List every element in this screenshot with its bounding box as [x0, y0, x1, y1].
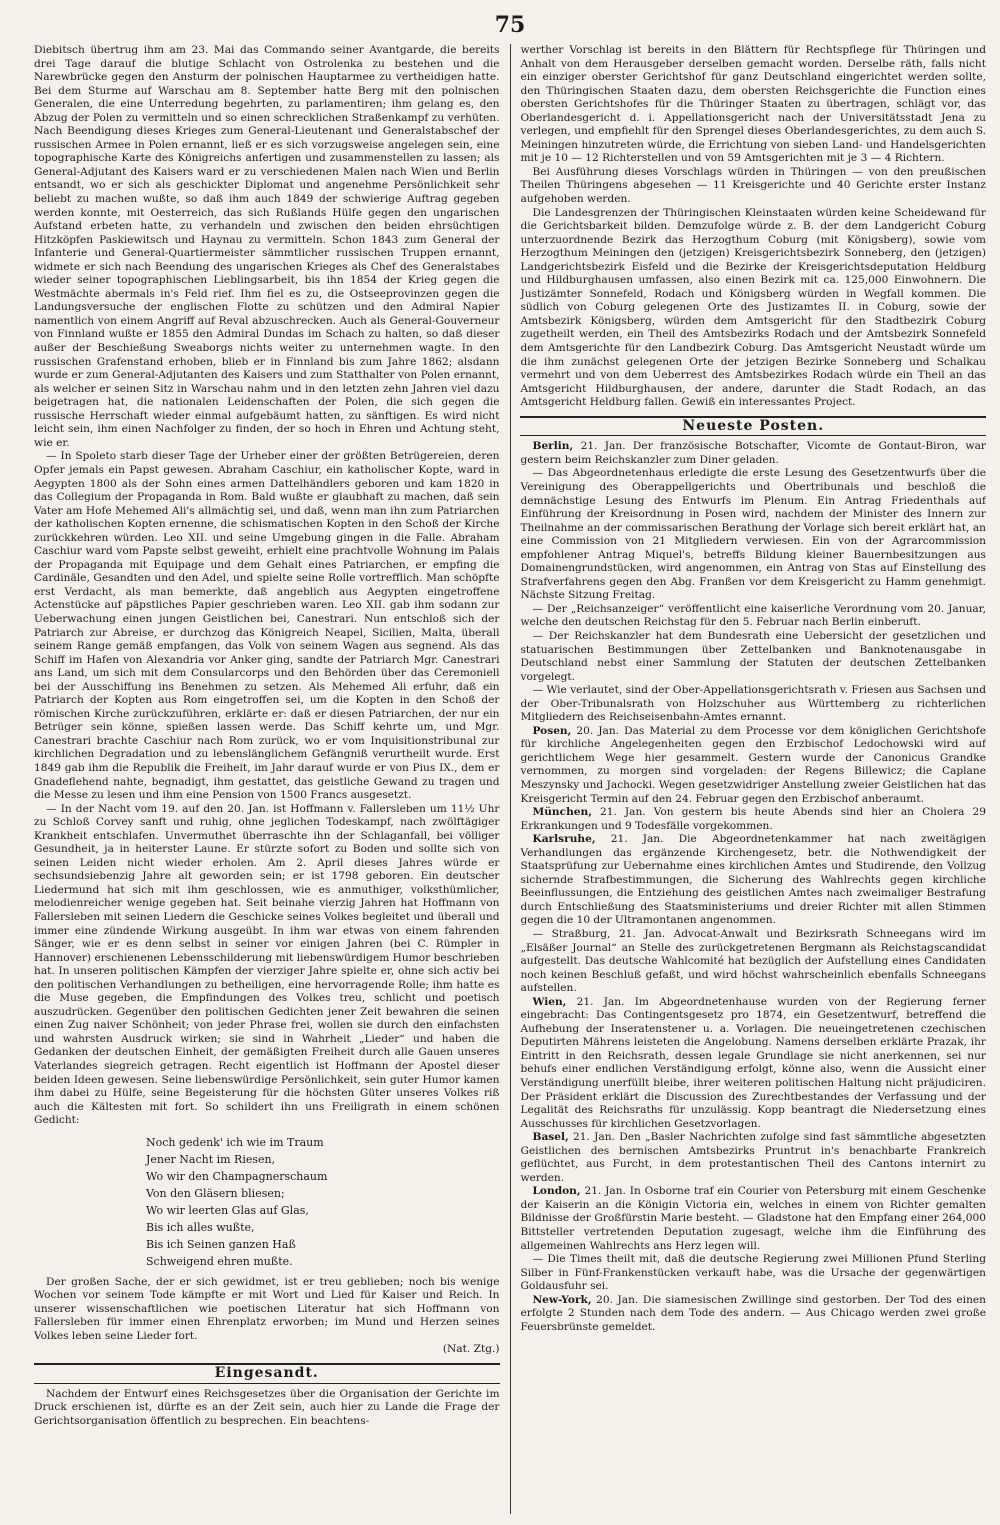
news-item: [520, 1253, 986, 1294]
news-item: [520, 833, 986, 928]
news-item: [520, 603, 986, 630]
news-text: — Das Abgeordnetenhaus erledigte die erste Lesung des Gesetzentwurfs über die Vereinigung des Oberappellgerichts und Obertribunals und beschloß die demnächstige Lesung des Entwurfs im Plenum. Ein Antrag Friedenthals auf Einführung der Kreisordnung in Posen wird, nachdem der Minister des Innern zur Theilnahme an der commissarischen Berathung der Vorlage sich bereit erklärt hat, an eine Commission von 21 Mitgliedern verwiesen. Ein von der Agrarcommission empfohlener Antrag Miquel's, betreffs Bildung kleiner Bauernbesitzungen aus Domainengrundstücken, wird angenommen, ein Antrag von Stas auf Einstellung des Strafverfahrens gegen den Abg. Franßen vor dem Kreisgericht zu Hamm genehmigt. Nächste Sitzung Freitag.: [520, 467, 986, 602]
poem-line: Von den Gläsern bliesen;: [146, 1186, 285, 1200]
news-item: [520, 1185, 986, 1253]
news-text: — Der Reichskanzler hat dem Bundesrath eine Uebersicht der gesetzlichen und statuarischen Bestimmungen über Zettelbanken und Banknotenausgabe in Deutschland nebst einer Sammlung der Statuten der deutschen Zettelbanken vorgelegt.: [520, 629, 986, 683]
article-eingesandt: Nachdem der Entwurf eines Reichsgesetzes über die Organisation der Gerichte im Druck erschienen ist, dürfte es an der Zeit sein, auch hier zu Lande die Frage der Gerichtsorganisation öffentlich zu besprechen. Ein beachtens-: [34, 1387, 500, 1427]
poem-line: Bis ich alles wußte,: [146, 1220, 255, 1234]
poem: [146, 1134, 500, 1270]
column-divider: [510, 44, 511, 1514]
news-text: 21. Jan. Die Abgeordnetenkammer hat nach zweitägigen Verhandlungen das ergänzende Kirchengesetz, betr. die Nothwendigkeit der Staatsprüfung zur Uebernahme eines kirchlichen Amtes und Studirende, den Vollzug sichernde Strafbestimmungen, die Sicherung des Wahlrechts gegen kirchliche Beeinflussungen, die Entziehung des geistlichen Amtes nach zweimaliger Bestrafung durch Entschließung des Staatsministeriums und dreier Richter mit allen Stimmen gegen die 10 der Ultramontanen angenommen.: [520, 833, 986, 927]
poem-line: Bis ich Seinen ganzen Haß: [146, 1237, 296, 1251]
page-number: 75: [494, 12, 526, 38]
columns: [34, 44, 986, 1514]
news-text: 20. Jan. Das Material zu dem Processe vor dem königlichen Gerichtshofe für kirchliche Angelegenheiten gegen den Erzbischof Ledochowski wird auf gerichtlichem Wege hier gesammelt. Gestern wurde der Canonicus Grandke vernommen, zu morgen sind vorgeladen: der Regens Billewicz; die Caplane Meszynsky und Jachocki. Wegen gesetzwidriger Anstellung zweier Geistlichen hat das Kreisgericht Termin auf den 24. Februar gegen den Erzbischof anberaumt.: [520, 724, 986, 805]
news-place: Posen,: [532, 724, 572, 737]
news-text: — Die Times theilt mit, daß die deutsche Regierung zwei Millionen Pfund Sterling Silber in Fünf-Frankenstücken verkauft habe, was die Ursache der gegenwärtigen Goldausfuhr sei.: [520, 1253, 986, 1293]
news-item: [520, 684, 986, 725]
section-heading-neueste-posten: Neueste Posten.: [520, 416, 986, 437]
news-item: [520, 806, 986, 833]
news-item: [520, 928, 986, 996]
news-text: 21. Jan. Der französische Botschafter, Vicomte de Gontaut-Biron, war gestern beim Reichskanzler zum Diner geladen.: [520, 440, 986, 466]
news-place: Wien,: [532, 995, 567, 1008]
news-text: 21. Jan. Den „Basler Nachrichten zufolge sind fast sämmtliche abgesetzten Geistlichen des bernischen Amtsbezirks Pruntrut in's benachbarte Frankreich geflüchtet, aus Furcht, in dem protestantischen Theil des Cantons internirt zu werden.: [520, 1131, 986, 1184]
article-eingesandt-continued: Die Landesgrenzen der Thüringischen Kleinstaaten würden keine Scheidewand für die Gerichtsbarkeit bilden. Demzufolge würde z. B. der dem Landgericht Coburg unterzuordnende Bezirk das Herzogthum Coburg (mit Königsberg), sowie vom Herzogthum Meiningen den (jetzigen) Kreisgerichtsbezirk Sonneberg, den (jetzigen) Landgerichtsbezirk Eisfeld und die Bezirke der Kreisgerichtsdeputation Heldburg und Hildburghausen umfassen, also einen Bezirk mit ca. 125,000 Einwohnern. Die Justizämter Sonnefeld, Rodach und Königsberg würden in Wegfall kommen. Die südlich von Coburg gelegenen Orte des Justizamtes II. in Coburg, sowie der Amtsbezirk Königsberg, würden dem Amtsgericht für den Stadtbezirk Coburg zugetheilt werden, ein Theil des Amtsbezirks Rodach und der Amtsbezirk Sonnefeld dem Amtsgerichte für den Landbezirk Coburg. Das Amtsgericht Neustadt würde um die ihm zunächst gelegenen Orte der jetzigen Bezirke Sonneberg und Schalkau vermehrt und von dem Ueberrest des Amtsbezirkes Rodach würde ein Theil an das Amtsgericht Hildburghausen, der andere, darunter die Stadt Rodach, an das Amtsgericht Heldburg fallen. Gewiß ein interessantes Project.: [520, 206, 986, 409]
news-item: [520, 1131, 986, 1185]
section-heading-eingesandt: Eingesandt.: [34, 1363, 500, 1384]
poem-line: Wo wir leerten Glas auf Glas,: [146, 1203, 309, 1217]
article-caschiur: — In Spoleto starb dieser Tage der Urheber einer der größten Betrügereien, deren Opfer jemals ein Papst gewesen. Abraham Caschiur, ein katholischer Kopte, ward in Aegypten 1800 als der Sohn eines armen Dattelhändlers geboren und kam 1820 in das Collegium der Propaganda in Rom. Bald wußte er glaubhaft zu machen, daß sein Vater am Hofe Mehemed Ali's allmächtig sei, und daß, wenn man ihn zum Patriarchen der katholischen Kopten ernenne, die schismatischen Kopten in den Schoß der Kirche zurückkehren würden. Leo XII. und seine Umgebung gingen in die Falle. Abraham Caschiur ward vom Papste selbst geweiht, erhielt eine prachtvolle Wohnung im Palais der Propaganda mit Equipage und dem Gehalt eines Patriarchen, er empfing die Cardinäle, Gesandten und den Adel, und spielte seine Rolle vortrefflich. Man schöpfte erst Verdacht, als man bemerkte, daß angeblich aus Aegypten eingetroffene Actenstücke auf päpstliches Papier geschrieben waren. Leo XII. gab ihm sodann zur Ueberwachung einen jungen Geistlichen bei, Canestrari. Nun entschloß sich der Patriarch zur Abreise, er durchzog das Königreich Neapel, Sicilien, Malta, überall seinem Range gemäß empfangen, das Volk von seinem Wagen aus segnend. Als das Schiff im Hafen von Alexandria vor Anker ging, sandte der Patriarch Mgr. Canestrari ans Land, um sich mit dem Consularcorps und den Behörden über das Ceremoniell bei der Ausschiffung ins Benehmen zu setzen. Als Mehemed Ali erfuhr, daß ein Patriarch der Kopten aus Rom eingetroffen sei, um die Kopten in den Schoß der römischen Kirche zurückzuführen, erklärte er: daß er diesen Patriarchen, der nur ein Betrüger sein könne, spießen lassen werde. Das Schiff kehrte um, und Mgr. Canestrari brachte Caschiur nach Rom zurück, wo er vom Inquisitionstribunal zur kirchlichen Degradation und zu lebenslänglichem Gefängniß verurtheilt wurde. Erst 1849 gab ihm die Republik die Freiheit, im Jahr darauf wurde er von Pius IX., dem er Gnadeflehend nahte, begnadigt, ihm gestattet, das geistliche Gewand zu tragen und die Messe zu lesen und ihm eine Pension von 1500 Francs ausgesetzt.: [34, 450, 500, 802]
article-hoffmann: — In der Nacht vom 19. auf den 20. Jan. ist Hoffmann v. Fallersleben um 11½ Uhr zu Schloß Corvey sanft und ruhig, ohne jeglichen Todeskampf, nach zwölftägiger Krankheit entschlafen. Unvermuthet überraschte ihn der Schlaganfall, bei völliger Gesundheit, ja in heiterster Laune. Er stürzte sofort zu Boden und sollte sich von seinen Leiden nicht wieder erholen. Am 2. April dieses Jahres würde er sechsundsiebenzig Jahre alt geworden sein; er ist 1798 geboren. Ein deutscher Liedermund hat sich mit ihm geschlossen, wie es anmuthiger, volksthümlicher, melodienreicher wenige gegeben hat. Seit beinahe vierzig Jahren hat Hoffmann von Fallersleben mit seinen Liedern die Geschicke seines Volkes begleitet und überall und immer eine zündende Wirkung ausgeübt. In ihm war etwas von einem fahrenden Sänger, wie er es denn selbst in seiner vor einigen Jahren (bei C. Rümpler in Hannover) erschienenen Lebensschilderung mit liebenswürdigem Humor beschrieben hat. In unseren politischen Kämpfen der vierziger Jahre spielte er, ohne sich activ bei den politischen Verhandlungen zu betheiligen, eine hervorragende Rolle; ihm hatte es die Muse gegeben, die Empfindungen des Volkes treu, schlicht und poetisch auszudrücken. Gegenüber den politischen Gedichten jener Zeit bewahren die seinen einen Zug naiver Schönheit; von jeder Phrase frei, wollen sie durch den einfachsten und wahrsten Ausdruck wirken; sie sind in Wahrheit „Lieder“ und haben die Gedanken der deutschen Einheit, der gemäßigten Freiheit durch alle Gauen unseres Vaterlandes siegreich getragen. Recht eigentlich ist Hoffmann der Apostel dieser beiden Ideen gewesen. Seine liebenswürdige Persönlichkeit, sein guter Humor kamen ihm dabei zu Hülfe, seine Begeisterung für die höchsten Güter unseres Volkes riß auch die Kältesten mit fort. So schildert ihn uns Freiligrath in einem schönen Gedicht:: [34, 802, 500, 1127]
news-item: [520, 996, 986, 1131]
news-text: — Der „Reichsanzeiger“ veröffentlicht eine kaiserliche Verordnung vom 20. Januar, welche den deutschen Reichstag für den 5. Februar nach Berlin einberuft.: [520, 602, 986, 629]
poem-line: Noch gedenk' ich wie im Traum: [146, 1135, 324, 1149]
news-place: London,: [532, 1185, 581, 1198]
news-item: [520, 440, 986, 467]
news-text: 20. Jan. Die siamesischen Zwillinge sind gestorben. Der Tod des einen erfolgte 2 Stunden nach dem Tode des andern. — Aus Chicago werden zwei große Feuersbrünste gemeldet.: [520, 1293, 986, 1333]
news-text: 21. Jan. Von gestern bis heute Abends sind hier an Cholera 29 Erkrankungen und 9 Todesfälle vorgekommen.: [520, 806, 986, 832]
news-place: Berlin,: [532, 440, 574, 453]
poem-line: Schweigend ehren mußte.: [146, 1254, 293, 1268]
news-place: München,: [532, 806, 592, 819]
article-eingesandt-continued: werther Vorschlag ist bereits in den Blättern für Rechtspflege für Thüringen und Anhalt von dem Herausgeber derselben gemacht worden. Derselbe räth, falls nicht ein einziger oberster Gerichtshof für ganz Deutschland eingerichtet werden sollte, den Thüringischen Staaten dazu, dem obersten Reichsgerichte die Function eines obersten Gerichtshofes für die Thüringer Staaten zu übertragen, schlägt vor, das Oberlandesgericht d. i. Appellationsgericht nach der Universitätsstadt Jena zu verlegen, und empfiehlt für den Sprengel dieses Oberlandesgerichtes, zu dem auch S. Meiningen hinzutreten würde, die Errichtung von sieben Land- und Handelsgerichten mit je 10 — 12 Richterstellen und von 59 Amtsgerichten mit je 3 — 4 Richtern.: [520, 44, 986, 165]
news-text: — Wie verlautet, sind der Ober-Appellationsgerichtsrath v. Friesen aus Sachsen und der Ober-Tribunalsrath von Holzschuher aus Württemberg zu richterlichen Mitgliedern des Reichseisenbahn-Amtes ernannt.: [520, 684, 986, 724]
article-eingesandt-continued: Bei Ausführung dieses Vorschlags würden in Thüringen — von den preußischen Theilen Thüringens abgesehen — 11 Kreisgerichte und 40 Gerichte erster Instanz aufgehoben werden.: [520, 165, 986, 206]
news-item: [520, 725, 986, 806]
news-item: [520, 467, 986, 602]
news-item: [520, 1294, 986, 1335]
left-column: [34, 44, 500, 1514]
article-berg: Diebitsch übertrug ihm am 23. Mai das Commando seiner Avantgarde, die bereits drei Tage darauf die blutige Schlacht von Ostrolenka zu bestehen und die Narewbrücke gegen den Ansturm der polnischen Hauptarmee zu vertheidigen hatte. Bei dem Sturme auf Warschau am 8. September hatte Berg mit den polnischen Generalen, die eine Unterredung begehrten, zu parlamentiren; ihm gelang es, den Abzug der Polen zu vermitteln und so einen schrecklichen Straßenkampf zu verhüten. Nach Beendigung dieses Krieges zum General-Lieutenant und Generalstabschef der russischen Armee in Polen ernannt, ließ er es sich vorzugsweise angelegen sein, eine topographische Karte des Königreichs anfertigen und zusammenstellen zu lassen; als General-Adjutant des Kaisers ward er zu verschiedenen Malen nach Wien und Berlin entsandt, wo er sich als geschickter Diplomat und angenehme Persönlichkeit sehr beliebt zu machen wußte, so daß ihm auch 1849 der schwierige Auftrag gegeben werden konnte, mit Oesterreich, das sich Rußlands Hülfe gegen den ungarischen Aufstand erbeten hatte, zu verhandeln und zwischen den beiden ehrsüchtigen Hitzköpfen Paskiewitsch und Haynau zu vermitteln. Schon 1843 zum General der Infanterie und General-Quartiermeister sämmtlicher russischen Truppen ernannt, widmete er sich nach Beendung des ungarischen Krieges als Chef des Generalstabes wieder seiner topographischen Lieblingsarbeit, bis ihn 1854 der Krieg gegen die Westmächte abermals in's Feld rief. Ihm fiel es zu, die Ostseeprovinzen gegen die Landungsversuche der englischen Flotte zu schützen und den Admiral Napier namentlich von einem Angriff auf Reval abzuschrecken. Auch als General-Gouverneur von Finnland wußte er 1855 den Admiral Dundas im Schach zu halten, so daß dieser außer der Beschießung Sweaborgs nichts weiter zu unternehmen wagte. In den russischen Grafenstand erhoben, blieb er in Finnland bis zum Jahre 1862; alsdann wurde er zum General-Adjutanten des Kaisers und zum Statthalter von Polen ernannt, als welcher er seinen Sitz in Warschau nahm und in den letzten zehn Jahren viel dazu beigetragen hat, die nationalen Leidenschaften der Polen, die sich gegen die russische Herrschaft wieder einmal aufgebäumt hatten, zu sänftigen. Es wird nicht leicht sein, ihm einen Nachfolger zu finden, der so hoch in Ehren und Achtung steht, wie er.: [34, 44, 500, 449]
poem-line: Wo wir den Champagnerschaum: [146, 1169, 328, 1183]
article-hoffmann-end: Der großen Sache, der er sich gewidmet, ist er treu geblieben; noch bis wenige Wochen vor seinem Tode kämpfte er mit Wort und Lied für Kaiser und Reich. In unserer wissenschaftlichen wie poetischen Literatur hat sich Hoffmann von Fallersleben für immer einen Ehrenplatz erworben; im Mund und Herzen seines Volkes leben seine Lieder fort.: [34, 1275, 500, 1342]
source-note: (Nat. Ztg.): [442, 1343, 500, 1356]
news-text: 21. Jan. Im Abgeordnetenhause wurden von der Regierung ferner eingebracht: Das Contingentsgesetz pro 1874, ein Gesetzentwurf, betreffend die Aufhebung der Inseratenstener u. a. Vorlagen. Die neueingetretenen czechischen Deputirten Mährens leisteten die Angelobung. Namens derselben erklärte Prazak, ihr Eintritt in den Reichsrath, dessen legale Grundlage sie nicht anerkennen, sei nur behufs einer endlichen Verständigung erfolgt, könne also, wenn die Aussicht einer Verständigung unerfüllt bleibe, ihrer weiteren politischen Haltung nicht präjudiciren. Der Präsident erklärt die Discussion des Zurechtbestandes der Verfassung und der Legalität des Reichsraths für unzulässig. Kopp beantragt die Niedersetzung eines Ausschusses für kirchlichen Gesetzvorlagen.: [520, 995, 986, 1130]
news-text: — Straßburg, 21. Jan. Advocat-Anwalt und Bezirksrath Schneegans wird im „Elsäßer Journal“ an Stelle des zurückgetretenen Bergmann als Reichstagscandidat aufgestellt. Das deutsche Wahlcomité hat bezüglich der Aufstellung eines Candidaten noch keinen Beschluß gefaßt, und wird höchst wahrscheinlich ebenfalls Schneegans aufstellen.: [520, 928, 986, 995]
news-item: [520, 630, 986, 684]
poem-line: Jener Nacht im Riesen,: [146, 1152, 276, 1166]
news-place: Karlsruhe,: [532, 833, 596, 846]
news-place: Basel,: [532, 1131, 569, 1144]
right-column: [520, 44, 986, 1514]
news-text: 21. Jan. In Osborne traf ein Courier von Petersburg mit einem Geschenke der Kaiserin an die Königin Victoria ein, welches in einem von Richter gemalten Bildnisse der Großfürstin Marie besteht. — Gladstone hat den Empfang einer 264,000 Bittsteller vertretenden Deputation zugesagt, welche ihm die Einführung des allgemeinen Wahlrechts ans Herz legen will.: [520, 1185, 986, 1252]
news-place: New-York,: [532, 1293, 592, 1306]
